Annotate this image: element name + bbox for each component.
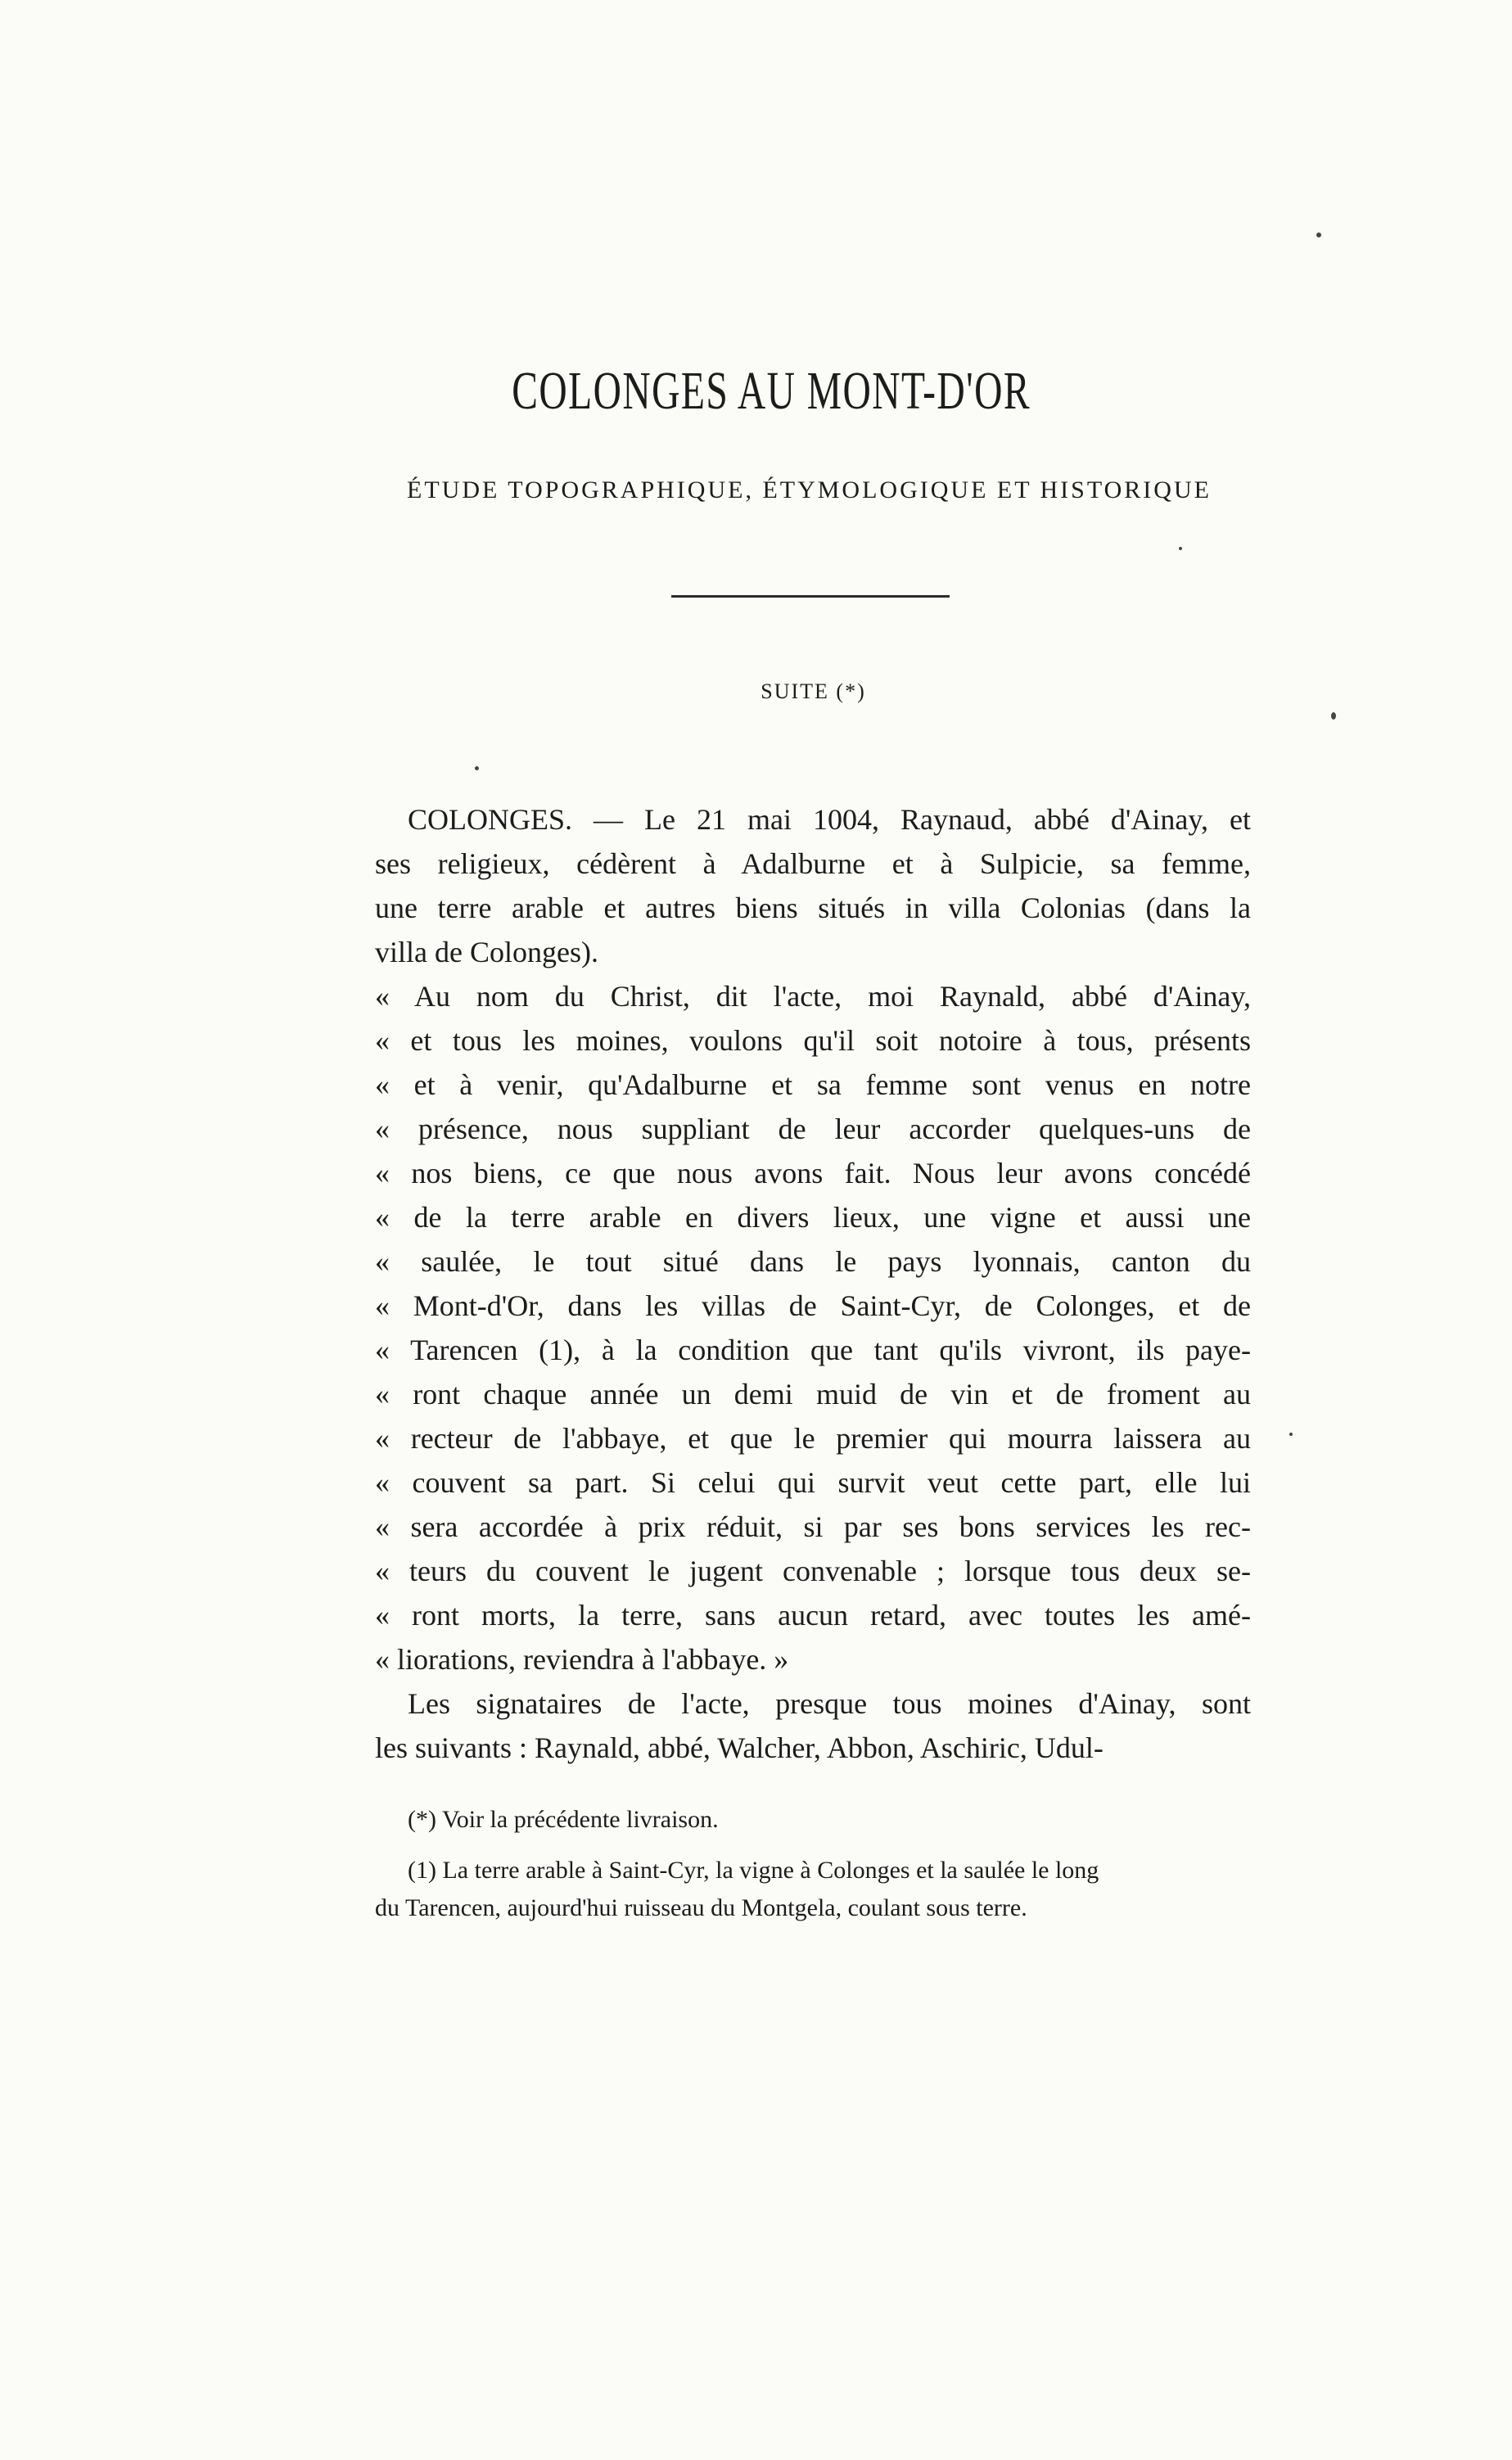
body-line: « ront chaque année un demi muid de vin et de froment au xyxy=(375,1378,1251,1411)
body-line: « présence, nous suppliant de leur accorder quelques-uns de xyxy=(375,1113,1251,1145)
scan-speck xyxy=(1331,712,1336,720)
body-line: « de la terre arable en divers lieux, une vigne et aussi une xyxy=(375,1201,1251,1234)
body-line: « liorations, reviendra à l'abbaye. » xyxy=(375,1643,789,1676)
suite-label: SUITE (*) xyxy=(761,679,866,703)
scan-speck xyxy=(475,766,479,770)
body-line: « et tous les moines, voulons qu'il soit notoire à tous, présents xyxy=(375,1024,1251,1057)
title-rule xyxy=(671,595,950,598)
footnote-1-line-2: du Tarencen, aujourd'hui ruisseau du Montgela, coulant sous terre. xyxy=(375,1894,1027,1921)
scan-speck xyxy=(1316,232,1321,237)
body-line: COLONGES. — Le 21 mai 1004, Raynaud, abbé d'Ainay, et xyxy=(408,803,1251,836)
body-line: « teurs du couvent le jugent convenable ; lorsque tous deux se- xyxy=(375,1555,1251,1587)
body-line: « Mont-d'Or, dans les villas de Saint-Cyr, de Colonges, et de xyxy=(375,1289,1251,1322)
body-line: une terre arable et autres biens situés in villa Colonias (dans la xyxy=(375,891,1251,924)
body-text xyxy=(375,797,1251,1770)
body-line: « ront morts, la terre, sans aucun retard, avec toutes les amé- xyxy=(375,1599,1251,1632)
footnote-1-line-1: (1) La terre arable à Saint-Cyr, la vigne à Colonges et la saulée le long xyxy=(408,1857,1099,1884)
body-line: ses religieux, cédèrent à Adalburne et à Sulpicie, sa femme, xyxy=(375,847,1251,880)
body-line: « couvent sa part. Si celui qui survit veut cette part, elle lui xyxy=(375,1466,1251,1499)
body-line: « Au nom du Christ, dit l'acte, moi Raynald, abbé d'Ainay, xyxy=(375,980,1251,1013)
body-line: « sera accordée à prix réduit, si par ses bons services les rec- xyxy=(375,1510,1251,1543)
footnote-star: (*) Voir la précédente livraison. xyxy=(408,1806,719,1833)
body-line: « saulée, le tout situé dans le pays lyonnais, canton du xyxy=(375,1245,1251,1278)
body-line: Les signataires de l'acte, presque tous moines d'Ainay, sont xyxy=(408,1687,1251,1720)
body-line: « nos biens, ce que nous avons fait. Nous leur avons concédé xyxy=(375,1157,1251,1189)
body-line: « et à venir, qu'Adalburne et sa femme sont venus en notre xyxy=(375,1068,1251,1101)
footnotes xyxy=(375,1801,1251,1927)
body-line: « Tarencen (1), à la condition que tant qu'ils vivront, ils paye- xyxy=(375,1334,1251,1366)
page-title: COLONGES AU MONT-D'OR xyxy=(512,361,1031,421)
scan-speck xyxy=(1179,547,1182,550)
body-line: les suivants : Raynald, abbé, Walcher, Abbon, Aschiric, Udul- xyxy=(375,1731,1104,1764)
body-line: « recteur de l'abbaye, et que le premier qui mourra laissera au xyxy=(375,1422,1251,1455)
body-line: villa de Colonges). xyxy=(375,936,598,968)
page-subtitle: ÉTUDE TOPOGRAPHIQUE, ÉTYMOLOGIQUE ET HISTORIQUE xyxy=(407,476,1212,503)
scan-speck xyxy=(1289,1433,1293,1436)
